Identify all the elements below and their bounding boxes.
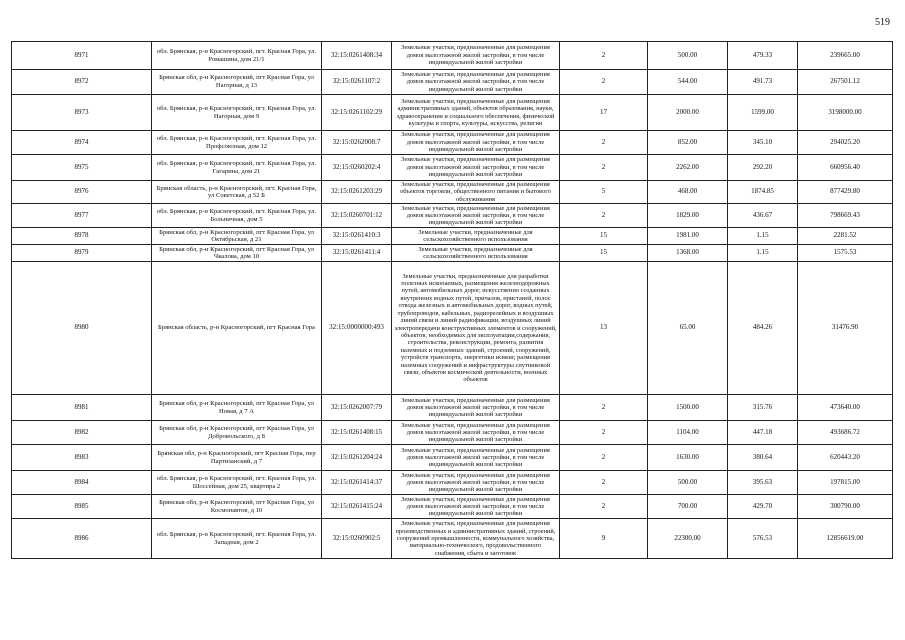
row-cadastral-value: 473640.00 [798,395,893,421]
row-area: 22300.00 [648,519,728,559]
row-number: 8972 [12,70,152,95]
row-area: 1368.00 [648,245,728,262]
row-cadastral-number: 32:15:0261203:29 [322,181,392,204]
table-row [12,181,893,204]
table-row [12,245,893,262]
row-cadastral-number: 32:15:0261204:24 [322,445,392,471]
row-category-code: 2 [560,155,648,181]
row-area: 2000.00 [648,95,728,131]
row-cadastral-value: 493686.72 [798,421,893,445]
row-cadastral-number: 32:15:0261408:34 [322,42,392,70]
row-land-use: Земельные участки, предназначенные для размещения объектов торговли, общественного питания и бытового обслуживания [392,181,560,204]
row-category-code: 15 [560,228,648,245]
row-category-code: 2 [560,495,648,519]
row-cadastral-number: 32:15:0261411:4 [322,245,392,262]
row-cadastral-value: 877429.80 [798,181,893,204]
row-address: Брянская обл, р-н Красногорский, пгт Красная Гора, ул Октябрьская, д 21 [152,228,322,245]
row-land-use: Земельные участки, предназначенные для сельскохозяйственного использования [392,228,560,245]
row-cadastral-value: 3198000.00 [798,95,893,131]
row-specific-value: 447.18 [728,421,798,445]
row-area: 500.00 [648,42,728,70]
table-row [12,95,893,131]
row-land-use: Земельные участки, предназначенные для размещения домов малоэтажной жилой застройки, в том числе индивидуальной жилой застройки [392,70,560,95]
row-land-use: Земельные участки, предназначенные для размещения домов малоэтажной жилой застройки, в том числе индивидуальной жилой застройки [392,445,560,471]
row-cadastral-value: 798669.43 [798,204,893,228]
row-specific-value: 429.70 [728,495,798,519]
row-land-use: Земельные участки, предназначенные для размещения домов малоэтажной жилой застройки, в том числе индивидуальной жилой застройки [392,42,560,70]
row-area: 544.00 [648,70,728,95]
row-number: 8980 [12,262,152,395]
row-specific-value: 315.76 [728,395,798,421]
row-specific-value: 436.67 [728,204,798,228]
table-row [12,228,893,245]
row-category-code: 2 [560,471,648,495]
row-specific-value: 1.15 [728,245,798,262]
table-row [12,155,893,181]
row-category-code: 2 [560,395,648,421]
row-category-code: 5 [560,181,648,204]
row-specific-value: 576.53 [728,519,798,559]
row-number: 8973 [12,95,152,131]
row-specific-value: 345.10 [728,131,798,155]
table-row [12,131,893,155]
row-cadastral-value: 300790.00 [798,495,893,519]
row-cadastral-value: 1575.53 [798,245,893,262]
page-number: 519 [875,17,890,28]
row-land-use: Земельные участки, предназначенные для размещения домов малоэтажной жилой застройки, в том числе индивидуальной жилой застройки [392,495,560,519]
row-cadastral-number: 32:15:0261414:37 [322,471,392,495]
row-number: 8985 [12,495,152,519]
table-row [12,471,893,495]
row-category-code: 2 [560,42,648,70]
row-specific-value: 484.26 [728,262,798,395]
table-row [12,519,893,559]
row-land-use: Земельные участки, предназначенные для размещения домов малоэтажной жилой застройки, в том числе индивидуальной жилой застройки [392,155,560,181]
row-cadastral-number: 32:15:0000000:493 [322,262,392,395]
table-row [12,204,893,228]
row-area: 700.00 [648,495,728,519]
row-specific-value: 395.63 [728,471,798,495]
row-address: обл. Брянская, р-н Красногорский, пгт. Красная Гора, ул. Профсоюзная, дом 12 [152,131,322,155]
row-category-code: 2 [560,204,648,228]
row-number: 8981 [12,395,152,421]
row-number: 8983 [12,445,152,471]
row-number: 8984 [12,471,152,495]
row-land-use: Земельные участки, предназначенные для размещения производственных и административных зданий, строений, сооружений промышленности, коммунального хозяйства, материально-технического, продовольственного снабжения, сбыта и заготовок [392,519,560,559]
row-cadastral-value: 12856619.00 [798,519,893,559]
row-number: 8971 [12,42,152,70]
table-row [12,262,893,395]
row-address: Брянская область, р-н Красногорский, пгт Красная Гора [152,262,322,395]
row-area: 65.00 [648,262,728,395]
row-address: обл. Брянская, р-н Красногорский, пгт. Красная Гора, ул. Ромашина, дом 21/1 [152,42,322,70]
row-address: обл. Брянская, р-н Красногорский, пгт. Красная Гора, ул. Гагарина, дом 21 [152,155,322,181]
row-address: Брянская обл, р-н Красногорский, пгт Красная Гора, ул Новая, д 7 А [152,395,322,421]
row-number: 8974 [12,131,152,155]
row-land-use: Земельные участки, предназначенные для размещения домов малоэтажной жилой застройки, в том числе индивидуальной жилой застройки [392,131,560,155]
row-address: Брянская обл, р-н Красногорский, пгт Красная Гора, пер Партизанский, д 7 [152,445,322,471]
row-land-use: Земельные участки, предназначенные для размещения домов малоэтажной жилой застройки, в том числе индивидуальной жилой застройки [392,421,560,445]
row-cadastral-number: 32:15:0260202:4 [322,155,392,181]
row-number: 8977 [12,204,152,228]
table-row [12,42,893,70]
row-category-code: 2 [560,70,648,95]
row-area: 1104.00 [648,421,728,445]
row-specific-value: 380.64 [728,445,798,471]
row-cadastral-number: 32:15:0261408:15 [322,421,392,445]
row-area: 1500.00 [648,395,728,421]
row-address: Брянская обл, р-н Красногорский, пгт Красная Гора, ул Нагорная, д 13 [152,70,322,95]
row-cadastral-number: 32:15:0261102:29 [322,95,392,131]
row-specific-value: 292.20 [728,155,798,181]
row-cadastral-value: 2281.52 [798,228,893,245]
row-cadastral-number: 32:15:0262007:79 [322,395,392,421]
row-specific-value: 1874.85 [728,181,798,204]
row-cadastral-number: 32:15:0260701:12 [322,204,392,228]
row-land-use: Земельные участки, предназначенные для размещения домов малоэтажной жилой застройки, в том числе индивидуальной жилой застройки [392,471,560,495]
row-cadastral-value: 267501.12 [798,70,893,95]
row-number: 8976 [12,181,152,204]
row-specific-value: 491.73 [728,70,798,95]
row-category-code: 9 [560,519,648,559]
row-area: 1630.00 [648,445,728,471]
row-specific-value: 1.15 [728,228,798,245]
row-area: 500.00 [648,471,728,495]
row-address: обл. Брянская, р-н Красногорский, пгт. Красная Гора, ул. Западная, дом 2 [152,519,322,559]
row-category-code: 2 [560,131,648,155]
row-area: 852.00 [648,131,728,155]
row-number: 8975 [12,155,152,181]
row-cadastral-number: 32:15:0261415:24 [322,495,392,519]
row-area: 2262.00 [648,155,728,181]
row-land-use: Земельные участки, предназначенные для размещения домов малоэтажной жилой застройки, в том числе индивидуальной жилой застройки [392,395,560,421]
row-specific-value: 1599.00 [728,95,798,131]
row-cadastral-value: 294025.20 [798,131,893,155]
table-row [12,421,893,445]
row-address: обл. Брянская, р-н Красногорский, пгт. Красная Гора, ул. Больничная, дом 5 [152,204,322,228]
row-land-use: Земельные участки, предназначенные для разработки полезных ископаемых, размещения железнодорожных путей, автомобильных дорог, искусственно созданных внутренних водных путей, причалов, пристаней, полос отвода железных и автомобильных дорог, водных путей, трубопроводов, кабельных, радиорелейных и воздушных линий связи и линий радиофикации, воздушных линий электропередачи конструктивных элементов и сооружений, объектов, необходимых для эксплуатации,содержания, строительства, реконструкции, ремонта, развития наземных и подземных зданий, строений, сооружений, устройств транспорта, энергетики исвязи; размещения наземных сооружений и инфраструктуры спутниковой связи, объектов космической деятельности, военных объектов [392,262,560,395]
row-cadastral-number: 32:15:0262008:7 [322,131,392,155]
row-address: Брянская обл, р-н Красногорский, пгт Красная Гора, ул Чкалова, дом 10 [152,245,322,262]
row-cadastral-number: 32:15:0260902:5 [322,519,392,559]
table-row [12,70,893,95]
row-cadastral-number: 32:15:0261410:3 [322,228,392,245]
row-address: Брянская обл, р-н Красногорский, пгт Красная Гора, ул Добровольского, д 8 [152,421,322,445]
row-land-use: Земельные участки, предназначенные для размещения административных зданий, объектов образования, науки, здравоохранения и социального обеспечения, физической культуры и спорта, культуры, искусства, религии [392,95,560,131]
row-number: 8982 [12,421,152,445]
row-cadastral-value: 620443.20 [798,445,893,471]
row-address: обл. Брянская, р-н Красногорский, пгт. Красная Гора, ул. Нагорная, дом 9 [152,95,322,131]
row-category-code: 15 [560,245,648,262]
row-cadastral-value: 197815.00 [798,471,893,495]
row-specific-value: 479.33 [728,42,798,70]
row-address: Брянская область, р-н Красногорский, пгт. Красная Гора, ул Советская, д 52 Б [152,181,322,204]
row-area: 1829.00 [648,204,728,228]
table-row [12,495,893,519]
row-address: обл. Брянская, р-н Красногорский, пгт. Красная Гора, ул. Шоссейная, дом 25, квартира 2 [152,471,322,495]
row-number: 8978 [12,228,152,245]
row-cadastral-value: 239665.00 [798,42,893,70]
row-cadastral-value: 660956.40 [798,155,893,181]
row-category-code: 2 [560,445,648,471]
table-row [12,395,893,421]
row-cadastral-number: 32:15:0261107:2 [322,70,392,95]
row-category-code: 2 [560,421,648,445]
land-registry-table [11,41,893,559]
row-address: Брянская обл, р-н Красногорский, пгт Красная Гора, ул Космонавтов, д 10 [152,495,322,519]
row-area: 468.00 [648,181,728,204]
table-row [12,445,893,471]
row-number: 8979 [12,245,152,262]
row-land-use: Земельные участки, предназначенные для сельскохозяйственного использования [392,245,560,262]
row-category-code: 17 [560,95,648,131]
row-area: 1981.00 [648,228,728,245]
row-cadastral-value: 31476.90 [798,262,893,395]
row-category-code: 13 [560,262,648,395]
row-number: 8986 [12,519,152,559]
row-land-use: Земельные участки, предназначенные для размещения домов малоэтажной жилой застройки, в том числе индивидуальной жилой застройки [392,204,560,228]
